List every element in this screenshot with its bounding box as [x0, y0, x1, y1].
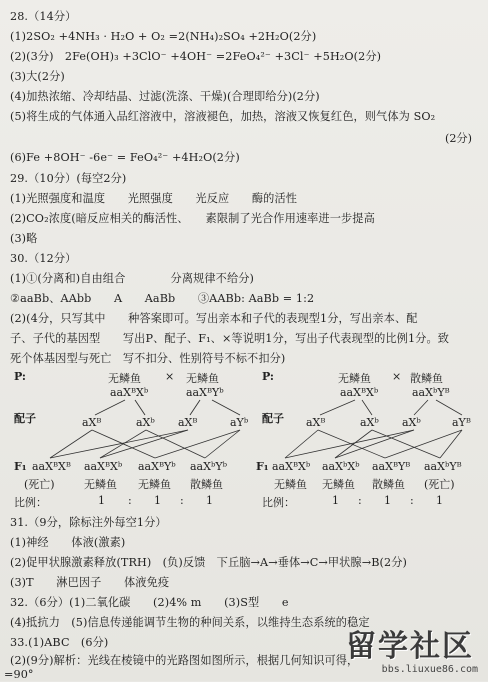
cross-right-mother-genotype: aaXᴮXᵇ: [340, 386, 379, 399]
cross-left-mother-phenotype: 无鳞鱼: [108, 372, 141, 385]
cross-left-offspring-1-phenotype: (死亡): [24, 478, 55, 491]
cross-left-gamete-2: aXᵇ: [136, 416, 155, 429]
cross-right-offspring-4-phenotype: (死亡): [424, 478, 455, 491]
q29-answer-2: (2)CO₂浓度(暗反应相关的酶活性、 素限制了光合作用速率进一步提高: [10, 212, 375, 225]
cross-left-ratio-2: 1: [154, 494, 161, 507]
cross-left-offspring-1-genotype: aaXᴮXᴮ: [32, 460, 71, 473]
cross-left-ratio-3: 1: [206, 494, 213, 507]
q31-answer-1: (1)神经 体液(激素): [10, 536, 126, 549]
q29-heading: 29.（10分）(每空2分): [10, 172, 127, 185]
cross-left-gamete-1: aXᴮ: [82, 416, 102, 429]
cross-left-ratio-sep-2: :: [180, 494, 184, 507]
q33-answer-2: =90°: [4, 668, 34, 681]
cross-left-times-sign: ×: [165, 370, 175, 383]
cross-right-father-phenotype: 散鳞鱼: [410, 372, 443, 385]
cross-left-offspring-3-phenotype: 无鳞鱼: [138, 478, 171, 491]
q31-answer-3: (3)T 淋巴因子 体液免疫: [10, 576, 170, 589]
q28-answer-5: (5)将生成的气体通入品红溶液中，溶液褪色，加热，溶液又恢复红色，则气体为 SO₂: [10, 110, 436, 123]
q33-answer-1: (2)(9分)解析：光线在棱镜中的光路图如图所示，根据几何知识可得，: [10, 654, 359, 667]
cross-right-offspring-1-phenotype: 无鳞鱼: [274, 478, 307, 491]
cross-left-father-phenotype: 无鳞鱼: [186, 372, 219, 385]
q28-answer-3: (3)大(2分): [10, 70, 65, 83]
cross-right-gamete-2: aXᵇ: [360, 416, 379, 429]
cross-right-offspring-4-genotype: aaXᵇYᴮ: [424, 460, 462, 473]
q30-heading: 30.（12分）: [10, 252, 77, 265]
q33-heading: 33.(1)ABC (6分): [10, 636, 109, 649]
q28-answer-6: (6)Fe +8OH⁻ -6e⁻ = FeO₄²⁻ +4H₂O(2分): [10, 151, 240, 164]
cross-left-offspring-2-phenotype: 无鳞鱼: [84, 478, 117, 491]
q28-answer-4: (4)加热浓缩、冷却结晶、过滤(洗涤、干燥)(合理即给分)(2分): [10, 90, 320, 103]
cross-left-f1-label: F₁: [14, 460, 27, 473]
q32-heading: 32.（6分）(1)二氧化碳 (2)4% m (3)S型 e: [10, 596, 289, 609]
cross-right-offspring-2-genotype: aaXᵇXᵇ: [322, 460, 360, 473]
cross-right-ratio-1: 1: [332, 494, 339, 507]
q29-answer-1: (1)光照强度和温度 光照强度 光反应 酶的活性: [10, 192, 298, 205]
cross-left-gamete-4: aYᵇ: [230, 416, 249, 429]
cross-left-offspring-3-genotype: aaXᴮYᵇ: [138, 460, 176, 473]
cross-right-times-sign: ×: [392, 370, 402, 383]
q32-answer-1: (4)抵抗力 (5)信息传递能调节生物的种间关系，以维持生态系统的稳定: [10, 616, 370, 629]
q30-answer-5: 死个体基因型与死亡 写不扣分、性别符号不标不扣分): [10, 352, 286, 365]
cross-right-gamete-label: 配子: [262, 412, 284, 425]
cross-left-offspring-4-genotype: aaXᵇYᵇ: [190, 460, 228, 473]
q28-answer-1: (1)2SO₂ +4NH₃ · H₂O + O₂ =2(NH₄)₂SO₄ +2H₂O(2分): [10, 30, 317, 43]
cross-right-f1-label: F₁: [256, 460, 269, 473]
q28-heading: 28.（14分）: [10, 10, 77, 23]
cross-right-ratio-label: 比例：: [262, 496, 295, 509]
cross-left-ratio-1: 1: [98, 494, 105, 507]
q31-heading: 31.（9分，除标注外每空1分）: [10, 516, 167, 529]
cross-right-gamete-1: aXᴮ: [306, 416, 326, 429]
site-watermark: [334, 621, 484, 675]
cross-right-father-genotype: aaXᵇYᴮ: [412, 386, 450, 399]
cross-right-ratio-3: 1: [436, 494, 443, 507]
watermark-url: bbs.liuxue86.com: [381, 664, 478, 675]
cross-right-gamete-4: aYᴮ: [452, 416, 471, 429]
cross-left-offspring-2-genotype: aaXᴮXᵇ: [84, 460, 123, 473]
q30-answer-1: (1)①(分离和)自由组合 分离规律不给分): [10, 272, 255, 285]
q30-answer-2: ②aaBb、AAbb A AaBb ③AABb: AaBb = 1:2: [10, 292, 315, 305]
cross-right-p-label: P:: [262, 370, 274, 383]
cross-left-offspring-4-phenotype: 散鳞鱼: [190, 478, 223, 491]
q31-answer-2: (2)促甲状腺激素释放(TRH) (负)反馈 下丘脑→A→垂体→C→甲状腺→B(2分): [10, 556, 407, 569]
cross-left-mother-genotype: aaXᴮXᵇ: [110, 386, 149, 399]
cross-left-p-label: P:: [14, 370, 26, 383]
cross-left-ratio-label: 比例：: [14, 496, 47, 509]
watermark-logo-text: 留学社区: [346, 629, 474, 664]
cross-right-offspring-2-phenotype: 无鳞鱼: [322, 478, 355, 491]
cross-right-offspring-3-genotype: aaXᴮYᴮ: [372, 460, 411, 473]
cross-right-offspring-3-phenotype: 散鳞鱼: [372, 478, 405, 491]
cross-right-offspring-1-genotype: aaXᴮXᵇ: [272, 460, 311, 473]
cross-left-ratio-sep-1: :: [128, 494, 132, 507]
cross-right-ratio-2: 1: [384, 494, 391, 507]
q29-answer-3: (3)略: [10, 232, 38, 245]
cross-right-ratio-sep-1: :: [358, 494, 362, 507]
q28-answer-5-score: (2分): [444, 132, 472, 145]
q28-answer-2: (2)(3分) 2Fe(OH)₃ +3ClO⁻ +4OH⁻ =2FeO₄²⁻ +3Cl⁻ +5H₂O(2分): [10, 50, 382, 63]
cross-right-ratio-sep-2: :: [410, 494, 414, 507]
cross-right-gamete-3: aXᵇ: [402, 416, 421, 429]
q30-answer-3: (2)(4分，只写其中 种答案即可。写出亲本和子代的表现型1分，写出亲本、配: [10, 312, 418, 325]
q30-answer-4: 子、子代的基因型 写出P、配子、F₁、×等说明1分，写出子代表现型的比例1分。致: [10, 332, 450, 345]
cross-right-mother-phenotype: 无鳞鱼: [338, 372, 371, 385]
cross-left-father-genotype: aaXᴮYᵇ: [186, 386, 224, 399]
cross-left-gamete-3: aXᴮ: [178, 416, 198, 429]
cross-left-gamete-label: 配子: [14, 412, 36, 425]
